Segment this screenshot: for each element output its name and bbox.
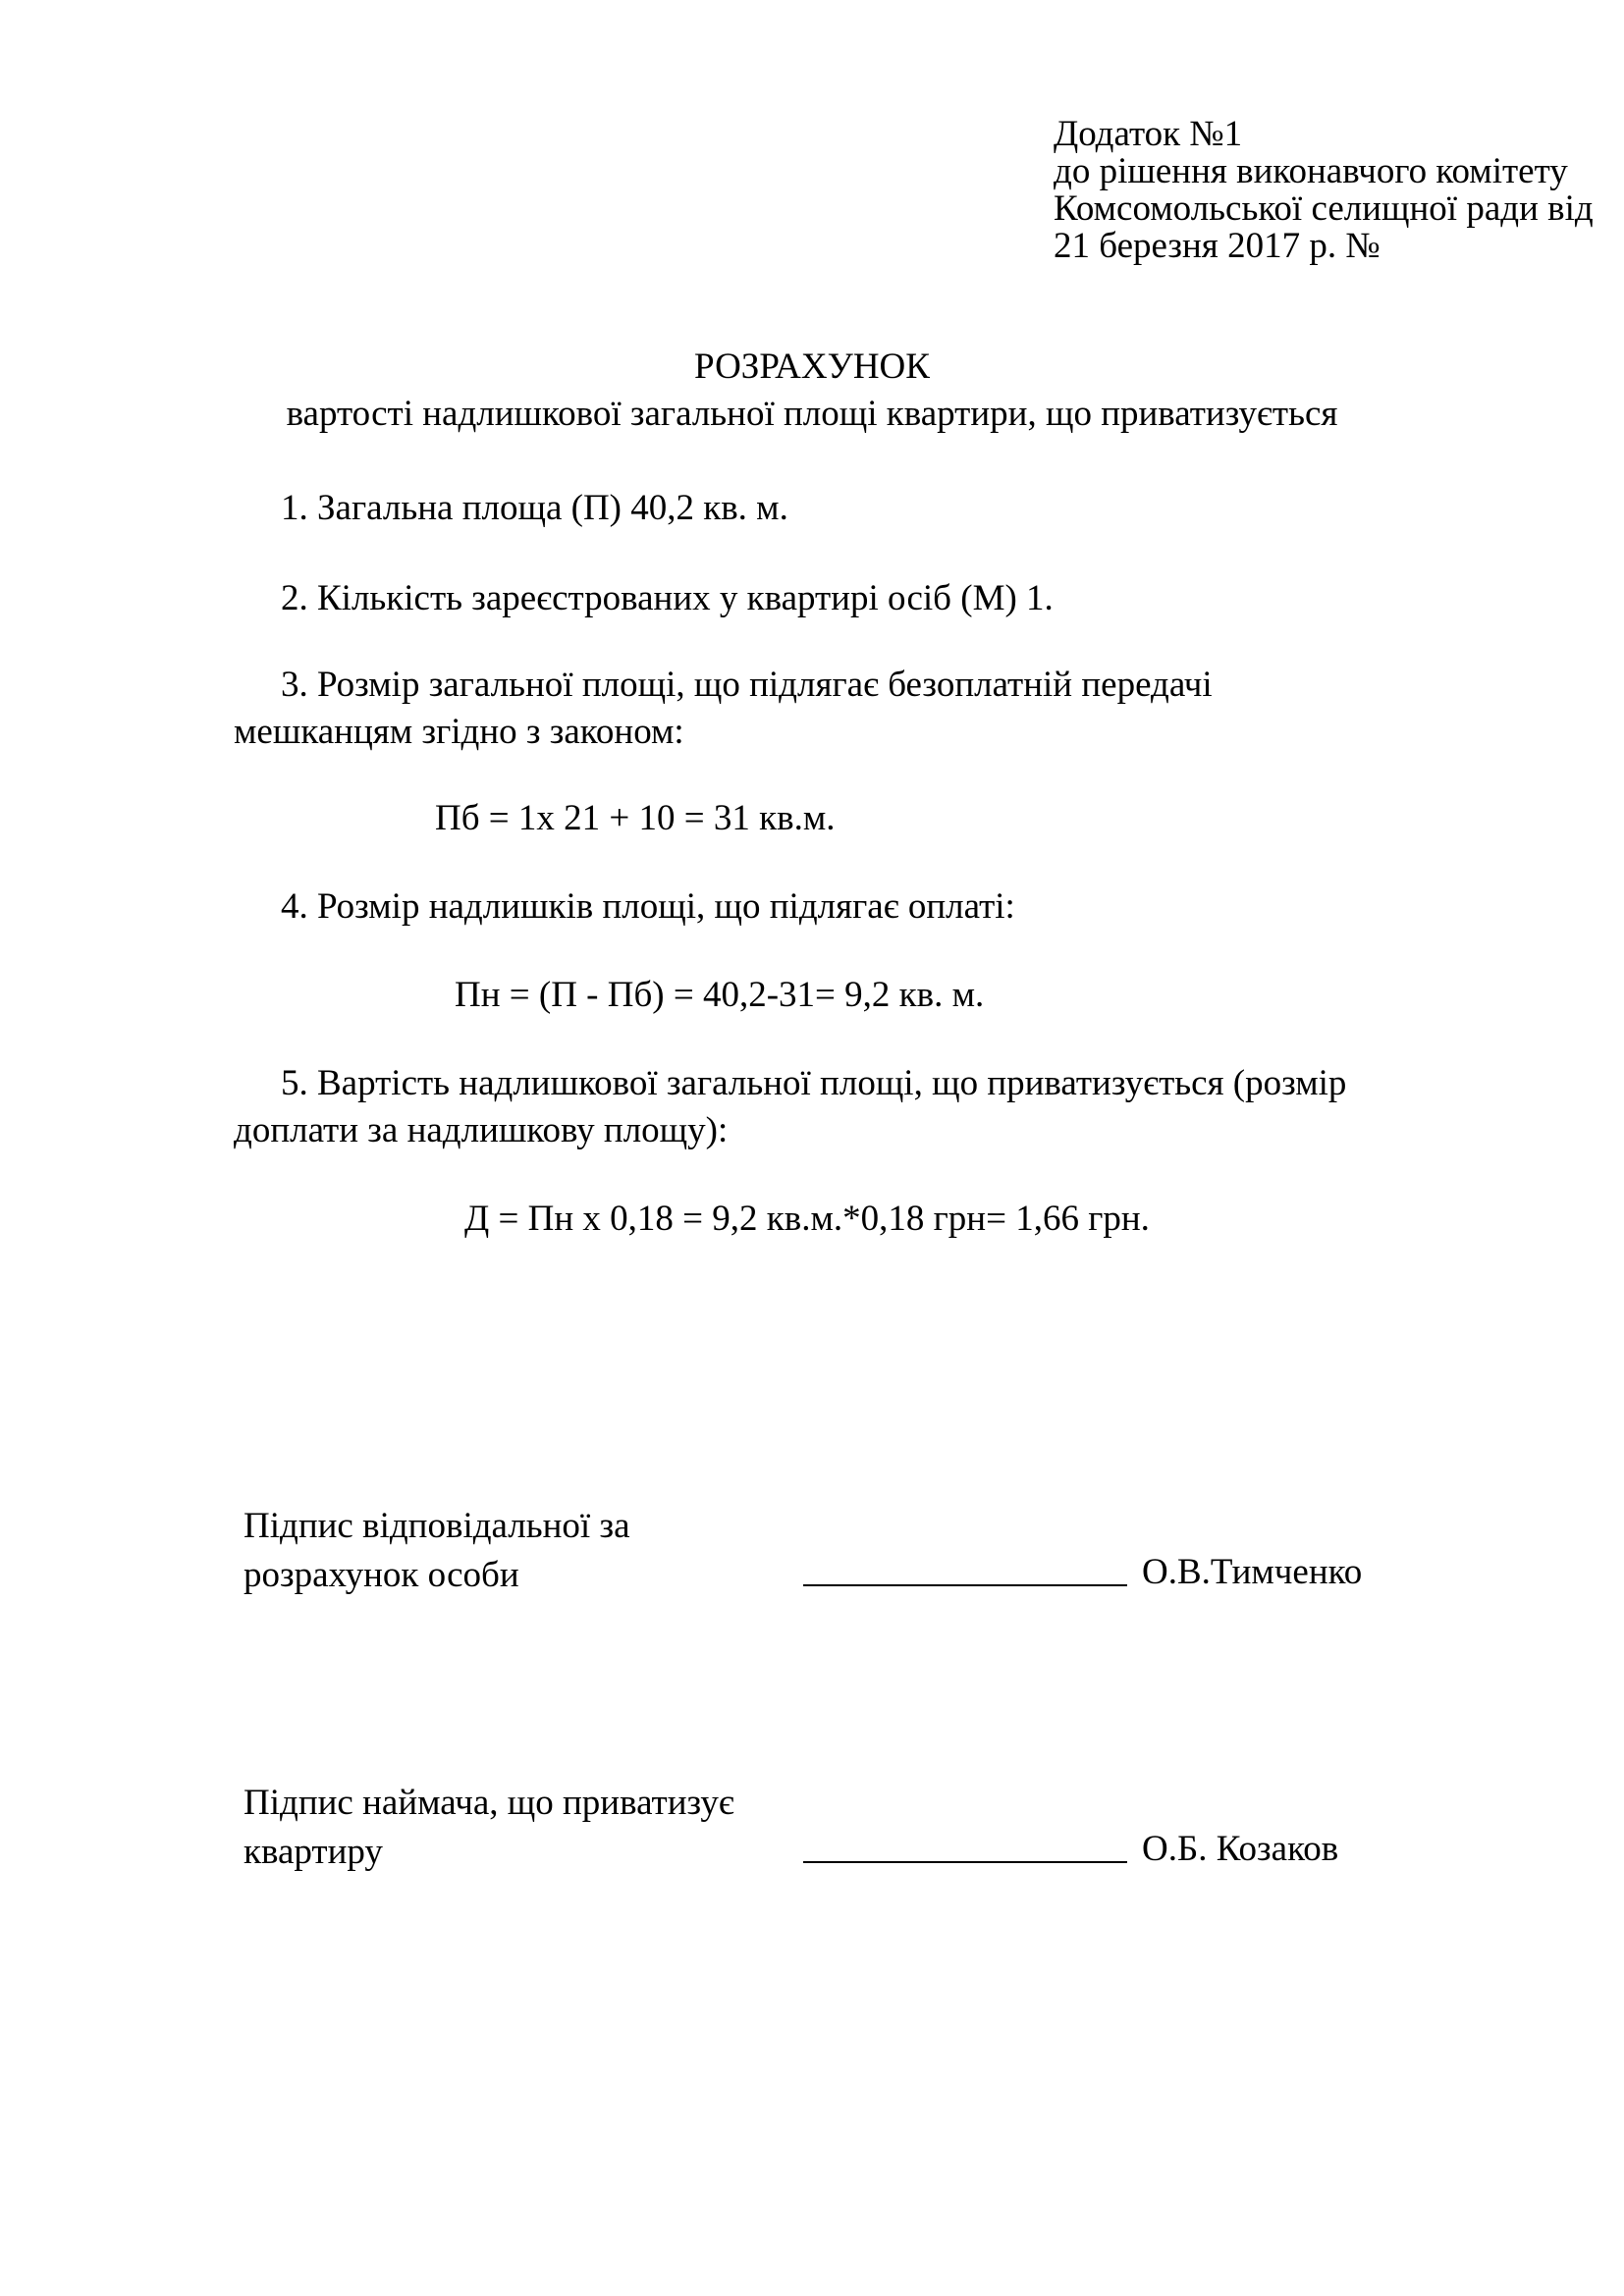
document-subtitle: вартості надлишкової загальної площі квартири, що приватизується: [286, 394, 1338, 434]
formula-excess-area: Пн = (П - Пб) = 40,2-31= 9,2 кв. м.: [455, 975, 985, 1015]
appendix-line-2: до рішення виконавчого комітету: [1054, 151, 1568, 191]
signature-tenant-name: О.Б. Козаков: [1142, 1829, 1339, 1869]
signature-tenant-label-line-2: квартиру: [244, 1832, 383, 1872]
signature-responsible-line: [803, 1545, 1127, 1586]
item-3-line-2: мешканцям згідно з законом:: [234, 712, 684, 752]
appendix-line-1: Додаток №1: [1054, 114, 1243, 154]
appendix-line-4: 21 березня 2017 р. №: [1054, 226, 1380, 266]
signature-tenant-label-line-1: Підпис наймача, що приватизує: [244, 1783, 734, 1823]
item-5-line-2: доплати за надлишкову площу):: [234, 1110, 729, 1150]
signature-tenant-line: [803, 1822, 1127, 1863]
document-title: РОЗРАХУНОК: [694, 347, 930, 387]
formula-cost: Д = Пн х 0,18 = 9,2 кв.м.*0,18 грн= 1,66 грн.: [464, 1199, 1150, 1239]
item-5-line-1: 5. Вартість надлишкової загальної площі, що приватизується (розмір: [281, 1063, 1347, 1103]
signature-responsible-label-line-1: Підпис відповідальної за: [244, 1506, 630, 1546]
item-3-line-1: 3. Розмір загальної площі, що підлягає безоплатній передачі: [281, 665, 1213, 705]
appendix-header: [1054, 116, 1594, 265]
item-4-excess-area: 4. Розмір надлишків площі, що підлягає оплаті:: [281, 886, 1015, 927]
signature-responsible-name: О.В.Тимченко: [1142, 1552, 1363, 1592]
signature-responsible-label-line-2: розрахунок особи: [244, 1555, 519, 1595]
appendix-line-3: Комсомольської селищної ради від: [1054, 188, 1594, 229]
item-2-registered-persons: 2. Кількість зареєстрованих у квартирі осіб (М) 1.: [281, 578, 1054, 618]
item-1-total-area: 1. Загальна площа (П) 40,2 кв. м.: [281, 488, 788, 528]
formula-free-area: Пб = 1х 21 + 10 = 31 кв.м.: [435, 798, 836, 838]
signature-tenant-label: [244, 1779, 734, 1877]
signature-responsible-label: [244, 1502, 630, 1600]
